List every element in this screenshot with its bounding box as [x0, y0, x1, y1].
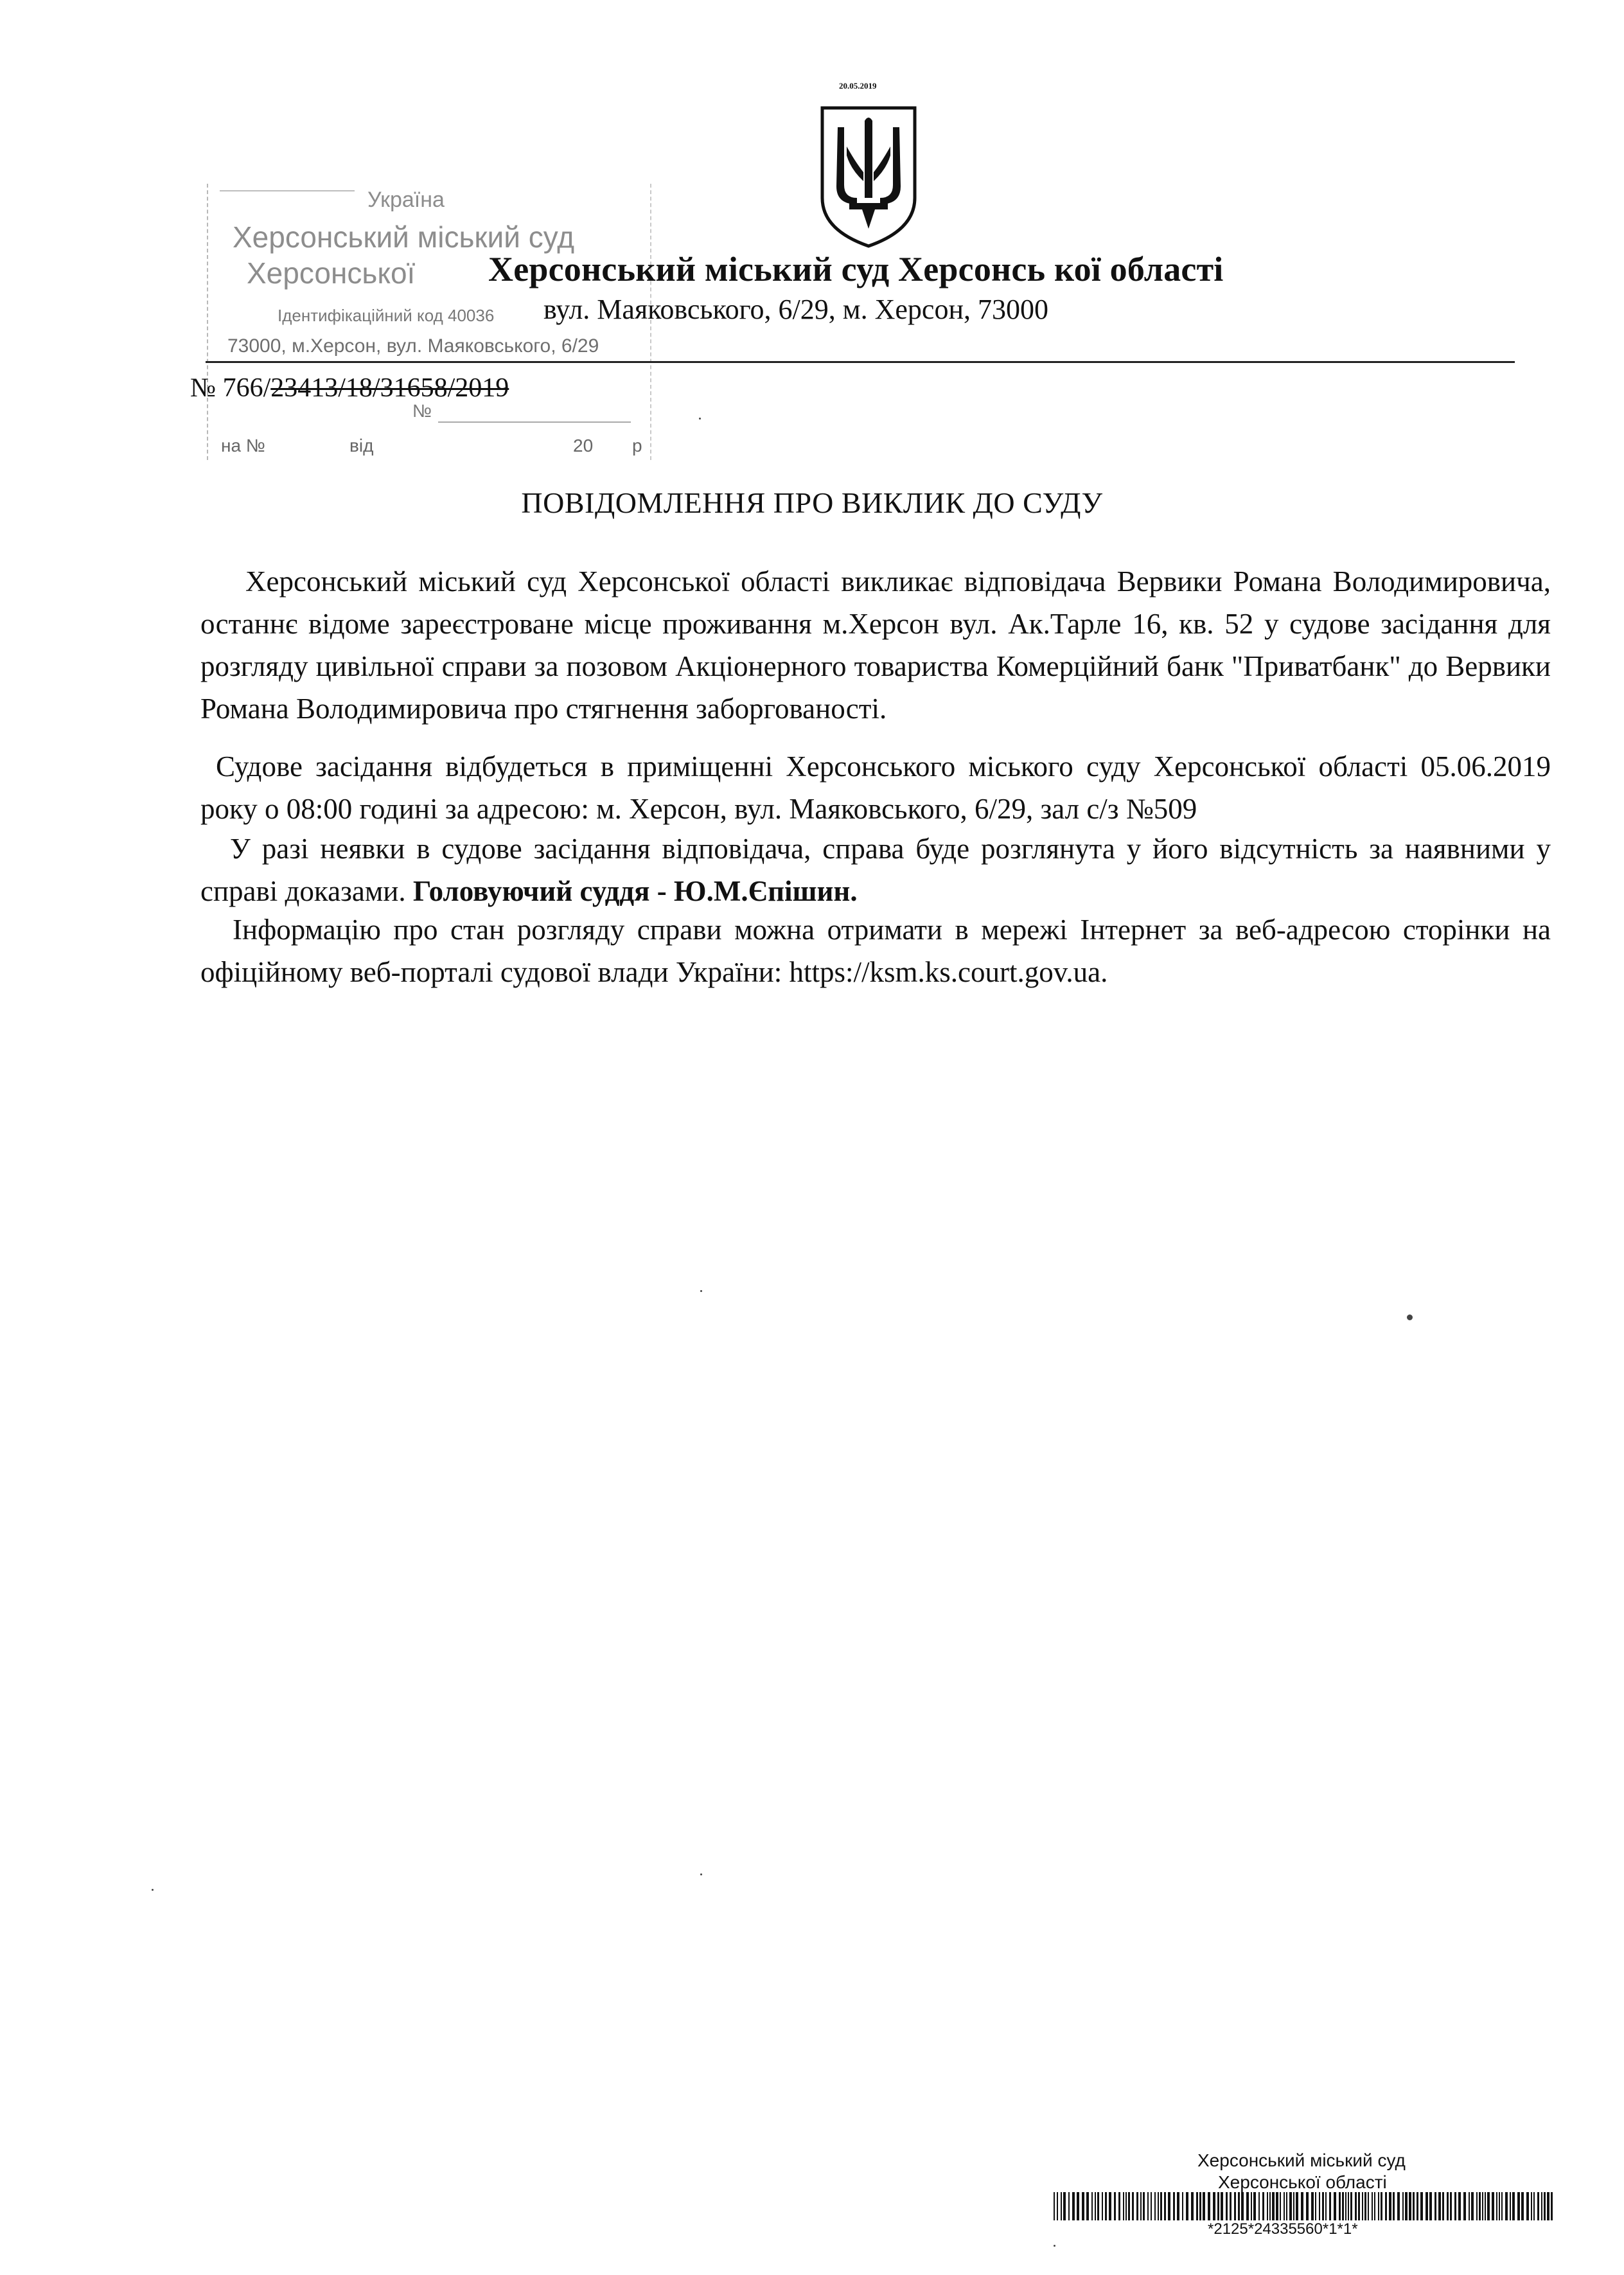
barcode-bar: [1105, 2192, 1107, 2220]
stamp-number-line: [438, 421, 631, 423]
barcode-bar: [1186, 2192, 1188, 2220]
barcode-bar: [1123, 2192, 1124, 2220]
scan-speck: [699, 418, 701, 420]
barcode-bar: [1203, 2192, 1205, 2220]
barcode-bar: [1413, 2192, 1415, 2220]
scan-speck: [152, 1889, 154, 1891]
barcode-bar: [1442, 2192, 1444, 2220]
barcode-bar: [1450, 2192, 1452, 2220]
barcode-bar: [1262, 2192, 1264, 2220]
barcode-bar: [1077, 2192, 1079, 2220]
scan-speck: [1407, 1315, 1413, 1320]
stamp-reply-label: на №: [221, 436, 265, 456]
barcode-bar: [1158, 2192, 1159, 2220]
barcode-bar: [1238, 2192, 1240, 2220]
barcode-bar: [1258, 2192, 1260, 2220]
barcode-bar: [1429, 2192, 1432, 2220]
stamp-number-label: №: [412, 401, 432, 421]
stamp-id-code: Ідентифікаційний код 40036: [278, 306, 495, 325]
barcode-bar: [1306, 2192, 1309, 2220]
barcode-bar: [1234, 2192, 1236, 2220]
barcode-bar: [1505, 2192, 1508, 2220]
barcode-bar: [1102, 2192, 1103, 2220]
barcode-bar: [1374, 2192, 1375, 2220]
barcode-bar: [1147, 2192, 1149, 2220]
barcode-bar: [1221, 2192, 1223, 2220]
barcode-bar: [1177, 2192, 1179, 2220]
barcode-bar: [1417, 2192, 1418, 2220]
stamp-border: [220, 190, 355, 191]
barcode-bar: [1253, 2192, 1256, 2220]
barcode-bar: [1118, 2192, 1120, 2220]
case-number-struck: 23413/18/31658/2019: [270, 373, 509, 403]
document-date: 20.05.2019: [839, 81, 877, 91]
stamp-border: [207, 184, 209, 460]
notice-paragraph: Херсонський міський суд Херсонської області викликає відповідача Вервики Романа Володимировича, останнє відоме зареєстроване місце проживання м.Херсон вул. Ак.Тарле 16, кв. 52 у судове засідання для розгляду цивільної справи за позовом Акціонерного товариства Комерційний банк "Приватбанк" до Вервики Романа Володимировича про стягнення заборгованості.: [200, 565, 1551, 725]
barcode-bar: [1136, 2192, 1138, 2220]
stamp-court-name: Херсонський міський суд: [233, 220, 575, 254]
barcode-bar: [1420, 2192, 1423, 2220]
barcode-bar: [1272, 2192, 1275, 2220]
barcode-bar: [1199, 2192, 1201, 2220]
barcode-bar: [1458, 2192, 1461, 2220]
barcode-bar: [1054, 2192, 1055, 2220]
barcode-bar: [1381, 2192, 1382, 2220]
barcode-bar: [1213, 2192, 1215, 2220]
barcode-bar: [1463, 2192, 1466, 2220]
barcode-bar: [1322, 2192, 1324, 2220]
barcode-bar: [1512, 2192, 1515, 2220]
scan-speck: [1054, 2245, 1055, 2247]
barcode-bar: [1289, 2192, 1292, 2220]
barcode-bar: [1501, 2192, 1503, 2220]
barcode-bar: [1402, 2192, 1404, 2220]
barcode-bar: [1109, 2192, 1111, 2220]
stamp-year-label: 20: [573, 436, 594, 456]
barcode-bar: [1128, 2192, 1130, 2220]
ukraine-trident-icon: [811, 102, 926, 249]
barcode-bar: [1164, 2192, 1166, 2220]
barcode-bar: [1329, 2192, 1331, 2220]
barcode-bar: [1409, 2192, 1411, 2220]
barcode-bar: [1339, 2192, 1341, 2220]
case-number-prefix: № 766/: [190, 373, 271, 403]
barcode-bar: [1091, 2192, 1093, 2220]
barcode-bar: [1168, 2192, 1170, 2220]
barcode-bar: [1547, 2192, 1549, 2220]
barcode-bar: [1355, 2192, 1357, 2220]
barcode-bar: [1510, 2192, 1511, 2220]
barcode-text: *2125*24335560*1*1*: [1208, 2220, 1358, 2238]
stamp-region: Херсонської: [247, 256, 416, 290]
footer-court-name: Херсонський міський суд: [1197, 2150, 1406, 2170]
barcode-bar: [1482, 2192, 1483, 2220]
barcode-bar: [1276, 2192, 1278, 2220]
stamp-address: 73000, м.Херсон, вул. Маяковського, 6/29: [227, 335, 599, 357]
barcode-bar: [1526, 2192, 1529, 2220]
barcode-bar: [1061, 2192, 1062, 2220]
court-title: Херсонський міський суд Херсонсь кої області: [488, 250, 1224, 288]
scan-speck: [700, 1290, 702, 1292]
barcode-bar: [1082, 2192, 1084, 2220]
barcode-bar: [1334, 2192, 1336, 2220]
barcode-bar: [1319, 2192, 1320, 2220]
barcode-bar: [1364, 2192, 1366, 2220]
barcode-bar: [1405, 2192, 1408, 2220]
stamp-from-label: від: [349, 436, 374, 456]
barcode-bar: [1132, 2192, 1134, 2220]
barcode-bar: [1315, 2192, 1316, 2220]
barcode-bar: [1471, 2192, 1474, 2220]
barcode-bar: [1496, 2192, 1497, 2220]
barcode-bar: [1068, 2192, 1070, 2220]
barcode-bar: [1544, 2192, 1546, 2220]
notice-paragraph: [200, 828, 1551, 912]
barcode-bar: [1348, 2192, 1349, 2220]
barcode-bar: [1154, 2192, 1156, 2220]
barcode-bar: [1358, 2192, 1360, 2220]
barcode-bar: [1425, 2192, 1428, 2220]
barcode-bar: [1476, 2192, 1478, 2220]
barcode: [1054, 2192, 1555, 2220]
barcode-bar: [1342, 2192, 1344, 2220]
barcode-bar: [1063, 2192, 1066, 2220]
barcode-bar: [1389, 2192, 1391, 2220]
barcode-bar: [1296, 2192, 1298, 2220]
barcode-bar: [1325, 2192, 1327, 2220]
barcode-bar: [1095, 2192, 1096, 2220]
barcode-bar: [1230, 2192, 1231, 2220]
barcode-bar: [1397, 2192, 1400, 2220]
barcode-bar: [1378, 2192, 1379, 2220]
barcode-bar: [1492, 2192, 1494, 2220]
barcode-bar: [1345, 2192, 1346, 2220]
barcode-bar: [1072, 2192, 1075, 2220]
barcode-bar: [1151, 2192, 1152, 2220]
barcode-bar: [1362, 2192, 1363, 2220]
barcode-bar: [1217, 2192, 1219, 2220]
stamp-country: Україна: [367, 188, 445, 212]
barcode-bar: [1251, 2192, 1252, 2220]
barcode-bar: [1114, 2192, 1116, 2220]
barcode-bar: [1267, 2192, 1268, 2220]
barcode-bar: [1517, 2192, 1520, 2220]
barcode-bar: [1469, 2192, 1470, 2220]
paragraph-text: У разі неявки в судове засідання відповідача, справа буде розглянута у його відсутність за наявними у справі доказами.: [200, 833, 1551, 907]
scan-speck: [700, 1873, 702, 1875]
barcode-bar: [1350, 2192, 1352, 2220]
barcode-bar: [1208, 2192, 1210, 2220]
barcode-bar: [1537, 2192, 1539, 2220]
stamp-year-suffix: р: [632, 436, 642, 456]
notice-paragraph: Інформацію про стан розгляду справи можна отримати в мережі Інтернет за веб-адресою сторінки на офіційному веб-порталі судової влади України: https://ksm.ks.court.gov.ua.: [200, 914, 1551, 988]
barcode-bar: [1393, 2192, 1395, 2220]
barcode-bar: [1479, 2192, 1481, 2220]
barcode-bar: [1160, 2192, 1162, 2220]
court-address: вул. Маяковського, 6/29, м. Херсон, 73000: [543, 294, 1048, 325]
barcode-bar: [1454, 2192, 1456, 2220]
barcode-bar: [1226, 2192, 1228, 2220]
barcode-bar: [1140, 2192, 1142, 2220]
barcode-bar: [1284, 2192, 1285, 2220]
barcode-bar: [1097, 2192, 1099, 2220]
header-divider: [206, 361, 1515, 363]
barcode-bar: [1521, 2192, 1524, 2220]
barcode-bar: [1143, 2192, 1145, 2220]
notice-paragraph: Судове засідання відбудеться в приміщенні Херсонського міського суду Херсонської області 05.06.2019 року о 08:00 годині за адресою: м. Херсон, вул. Маяковського, 6/29, зал с/з №509: [200, 750, 1551, 825]
barcode-bar: [1533, 2192, 1535, 2220]
barcode-bar: [1438, 2192, 1441, 2220]
barcode-bar: [1280, 2192, 1281, 2220]
barcode-bar: [1485, 2192, 1486, 2220]
barcode-bar: [1487, 2192, 1490, 2220]
barcode-bar: [1241, 2192, 1244, 2220]
presiding-judge: Головуючий суддя - Ю.М.Єпішин.: [412, 875, 858, 907]
barcode-bar: [1125, 2192, 1127, 2220]
barcode-bar: [1372, 2192, 1373, 2220]
barcode-bar: [1385, 2192, 1387, 2220]
barcode-bar: [1182, 2192, 1183, 2220]
barcode-bar: [1293, 2192, 1294, 2220]
footer-court-region: Херсонської області: [1218, 2172, 1387, 2192]
barcode-bar: [1551, 2192, 1553, 2220]
barcode-bar: [1196, 2192, 1198, 2220]
barcode-bar: [1368, 2192, 1369, 2220]
barcode-bar: [1301, 2192, 1303, 2220]
notice-title: ПОВІДОМЛЕННЯ ПРО ВИКЛИК ДО СУДУ: [521, 486, 1103, 519]
barcode-bar: [1086, 2192, 1089, 2220]
case-number: [190, 373, 509, 403]
barcode-bar: [1246, 2192, 1249, 2220]
barcode-bar: [1173, 2192, 1175, 2220]
barcode-bar: [1531, 2192, 1532, 2220]
barcode-bar: [1311, 2192, 1314, 2220]
barcode-bar: [1286, 2192, 1287, 2220]
barcode-bar: [1499, 2192, 1500, 2220]
barcode-bar: [1057, 2192, 1058, 2220]
barcode-bar: [1447, 2192, 1449, 2220]
barcode-bar: [1269, 2192, 1271, 2220]
barcode-bar: [1541, 2192, 1542, 2220]
barcode-bar: [1191, 2192, 1194, 2220]
barcode-bar: [1434, 2192, 1436, 2220]
